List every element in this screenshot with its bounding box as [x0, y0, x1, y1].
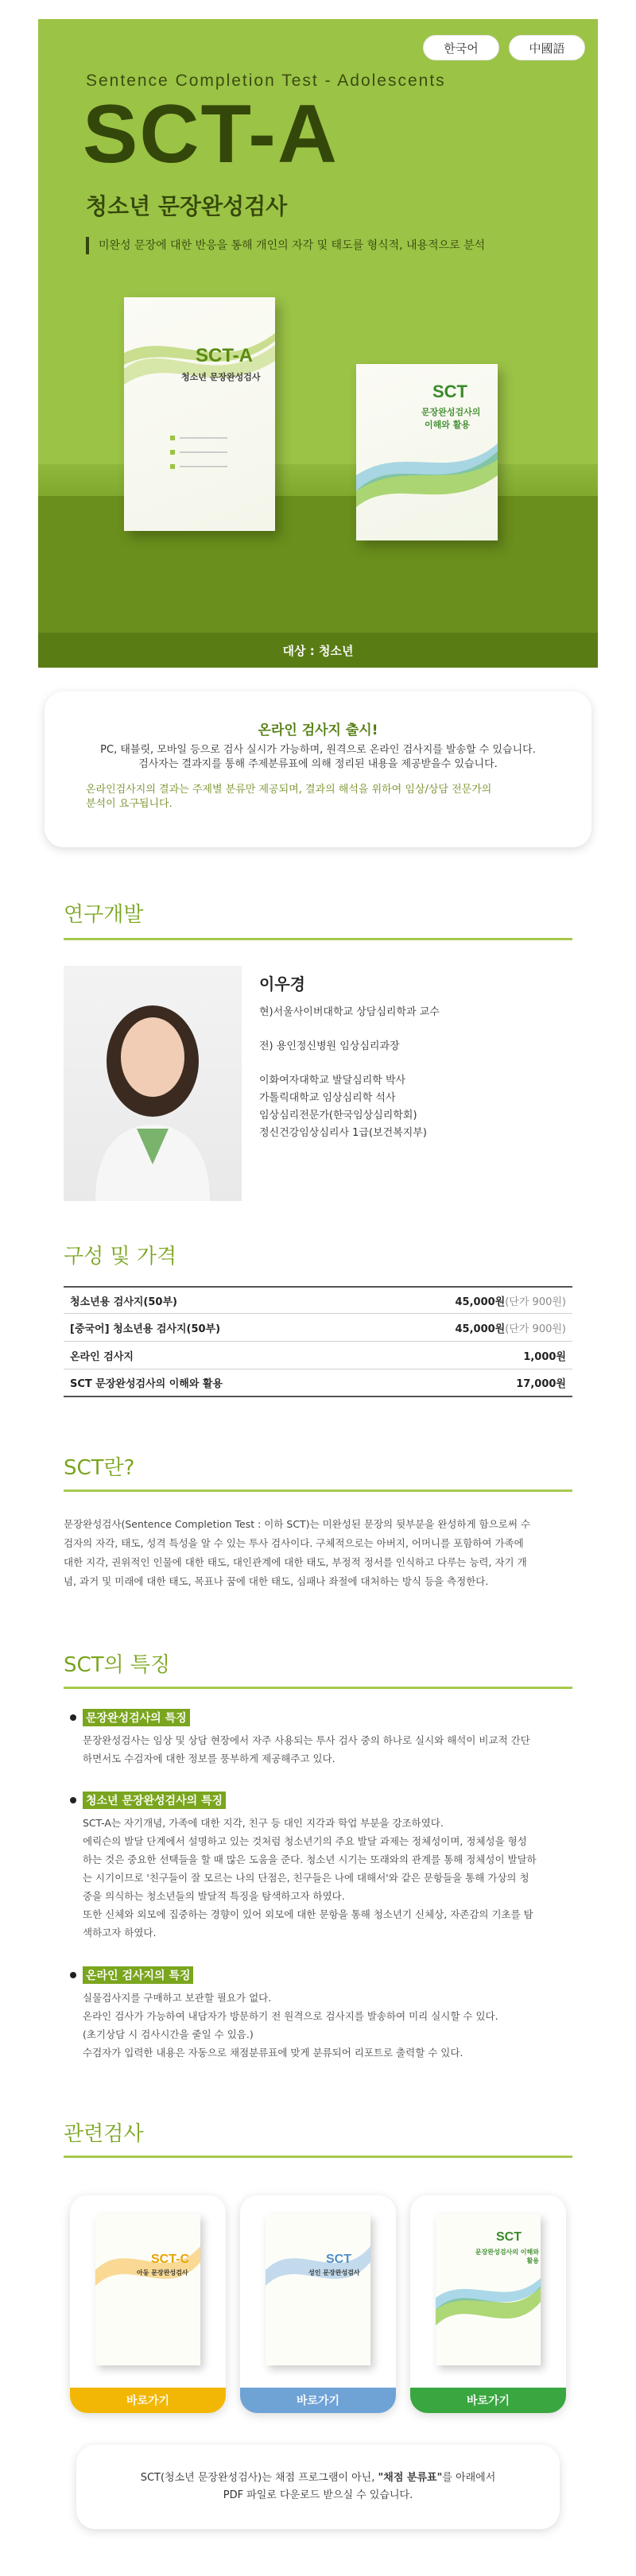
- sct-desc-line: 대한 지각, 권위적인 인물에 대한 태도, 대인관계에 대한 태도, 부정적 정서를 인식하고 다루는 능력, 자기 개: [64, 1556, 527, 1568]
- footnote-text: SCT(청소년 문장완성검사)는 채점 프로그램이 아닌,: [140, 2472, 378, 2484]
- bullet-icon: [70, 1972, 76, 1978]
- hero-title: SCT-A: [83, 88, 339, 180]
- notice-line-3: 온라인검사지의 결과는 주제별 분류만 제공되며, 결과의 해석을 위하여 임상/상담 전문가의: [86, 784, 492, 796]
- price-table: [64, 1286, 572, 1397]
- related-book-cover: [436, 2214, 541, 2365]
- researcher-photo: [64, 966, 242, 1201]
- price-value: 45,000원: [455, 1323, 506, 1335]
- related-go-button[interactable]: 바로가기: [70, 2388, 226, 2413]
- price-row: [64, 1314, 572, 1342]
- footnote-line-1: [141, 2469, 496, 2487]
- price-value: 17,000원: [516, 1378, 566, 1390]
- feature-line: 에릭슨의 발달 단계에서 설명하고 있는 것처럼 청소년기의 주요 발달 과제는 정체성이며, 정체성을 형성: [83, 1835, 527, 1847]
- notice-title: 온라인 검사지 출시!: [258, 722, 378, 738]
- price-value: 45,000원: [455, 1296, 506, 1308]
- section-divider: [64, 1687, 572, 1689]
- researcher-license-1: 임상심리전문가(한국임상심리학회): [259, 1110, 417, 1121]
- feature-label: 청소년 문장완성검사의 특징: [83, 1792, 226, 1809]
- feature-line: 또한 신체와 외모에 집중하는 경향이 있어 외모에 대한 문항을 통해 청소년기 신체상, 자존감의 기초를 탐: [83, 1908, 533, 1920]
- feature-body: [70, 1989, 572, 2062]
- section-title-research: 연구개발: [64, 903, 144, 927]
- product-book-sct-guide: [356, 364, 498, 540]
- related-book-cover: [266, 2214, 370, 2365]
- book2-title: SCT: [432, 382, 467, 401]
- book1-title: SCT-A: [196, 345, 253, 366]
- book2-wave-graphic: [356, 444, 498, 507]
- book2-line1: 문장완성검사의: [421, 407, 481, 417]
- related-book-subtitle: 문장완성검사의 이해와 활용: [475, 2249, 539, 2264]
- price-row: [64, 1342, 572, 1369]
- book-wave-graphic: [266, 2238, 370, 2294]
- feature-line: 온라인 검사가 가능하여 내담자가 방문하기 전 원격으로 검사지를 발송하여 미리 실시할 수 있다.: [83, 2010, 498, 2022]
- section-divider: [64, 1489, 572, 1492]
- related-card-sct-guide[interactable]: [410, 2195, 566, 2413]
- feature-label: 온라인 검사지의 특징: [83, 1966, 193, 1984]
- feature-line: 는 시기이므로 '친구들이 잘 모르는 나의 단점은, 친구들은 나에 대해서'와 같은 문항들을 통해 가상의 청: [83, 1872, 529, 1884]
- related-card-sct-adult[interactable]: [240, 2195, 396, 2413]
- related-book-subtitle: 아동 문장완성검사: [137, 2269, 188, 2276]
- researcher-license-2: 정신건강임상심리사 1급(보건복지부): [259, 1127, 427, 1139]
- related-book-title: SCT-C: [151, 2253, 189, 2266]
- price-row: [64, 1286, 572, 1314]
- footnote-emphasis: "채점 분류표": [378, 2472, 443, 2484]
- price-item-name: [중국어] 청소년용 검사지(50부): [70, 1323, 221, 1335]
- hero-title-korean: 청소년 문장완성검사: [86, 193, 288, 219]
- related-book-cover: [95, 2214, 200, 2365]
- online-notice-card: [45, 691, 591, 847]
- section-title-pricing: 구성 및 가격: [64, 1245, 177, 1269]
- target-audience-bar: 대상 : 청소년: [38, 633, 598, 668]
- feature-line: 실물검사지를 구매하고 보관할 필요가 없다.: [83, 1992, 272, 2004]
- price-row: [64, 1369, 572, 1397]
- related-go-button[interactable]: 바로가기: [410, 2388, 566, 2413]
- related-book-title: SCT: [326, 2253, 351, 2266]
- price-value: 1,000원: [523, 1350, 566, 1363]
- notice-line-4: 분석이 요구됩니다.: [86, 798, 173, 810]
- feature-line: 중을 의식하는 청소년들의 발달적 특징을 탐색하고자 하였다.: [83, 1890, 345, 1902]
- scoring-sheet-note: [76, 2445, 560, 2529]
- price-item-name: 청소년용 검사지(50부): [70, 1296, 177, 1308]
- related-go-button[interactable]: 바로가기: [240, 2388, 396, 2413]
- sct-desc-line: 념, 과거 및 미래에 대한 태도, 목표나 꿈에 대한 태도, 심패나 좌절에 대처하는 방식 등을 측정한다.: [64, 1575, 489, 1587]
- feature-item: [70, 1792, 572, 1942]
- feature-line: 문장완성검사는 임상 및 상담 현장에서 자주 사용되는 투사 검사 중의 하나로 실시와 해석이 비교적 간단: [83, 1734, 530, 1746]
- language-korean-button[interactable]: 한국어: [423, 35, 499, 60]
- book-wave-graphic: [436, 2278, 541, 2334]
- feature-label: 문장완성검사의 특징: [83, 1709, 190, 1726]
- feature-item: [70, 1966, 572, 2062]
- price-unit-note: (단가 900원): [505, 1323, 566, 1335]
- researcher-career-1: 현)서울사이버대학교 상담심리학과 교수: [259, 1006, 440, 1018]
- feature-line: 하면서도 수검자에 대한 정보를 풍부하게 제공해주고 있다.: [83, 1753, 335, 1764]
- related-book-title: SCT: [496, 2230, 522, 2244]
- section-divider: [64, 2156, 572, 2158]
- hero-banner: [38, 19, 598, 668]
- feature-line: 하는 것은 중요한 선택들을 할 때 많은 도움을 준다. 청소년 시기는 또래와의 관계를 통해 정체성이 발달하: [83, 1854, 537, 1865]
- section-divider: [64, 938, 572, 940]
- feature-line: 색하고자 하였다.: [83, 1927, 157, 1939]
- feature-line: SCT-A는 자기개념, 가족에 대한 지각, 친구 등 대인 지각과 학업 부분을 강조하였다.: [83, 1817, 444, 1829]
- book1-form-lines: [170, 432, 242, 488]
- bullet-icon: [70, 1714, 76, 1721]
- section-title-features: SCT의 특징: [64, 1653, 171, 1677]
- related-book-subtitle: 성인 문장완성검사: [308, 2269, 360, 2276]
- hero-subtitle: Sentence Completion Test - Adolescents: [86, 72, 446, 90]
- price-item-name: 온라인 검사지: [70, 1350, 134, 1363]
- section-title-sct: SCT란?: [64, 1456, 135, 1480]
- footnote-line-2: PDF 파일로 다운로드 받으실 수 있습니다.: [223, 2489, 413, 2501]
- notice-line-1: PC, 태블릿, 모바일 등으로 검사 실시가 가능하며, 원격으로 온라인 검사지를 발송할 수 있습니다.: [100, 744, 536, 756]
- book2-line2: 이해와 활용: [425, 420, 470, 430]
- book1-subtitle: 청소년 문장완성검사: [181, 372, 261, 382]
- sct-desc-line: 문장완성검사(Sentence Completion Test : 이하 SCT)는 미완성된 문장의 뒷부분을 완성하게 함으로써 수: [64, 1518, 530, 1530]
- bullet-icon: [70, 1797, 76, 1803]
- hero-description: 미완성 문장에 대한 반응을 통해 개인의 자각 및 태도를 형식적, 내용적으로 분석: [86, 237, 485, 254]
- feature-item: [70, 1709, 572, 1768]
- researcher-portrait: [64, 966, 242, 1201]
- researcher-edu-1: 이화여자대학교 발달심리학 박사: [259, 1075, 406, 1087]
- feature-body: [70, 1731, 572, 1768]
- feature-line: 수검자가 입력한 내용은 자동으로 채점분류표에 맞게 분류되어 리포트로 출력할 수 있다.: [83, 2047, 463, 2059]
- related-card-sct-c[interactable]: [70, 2195, 226, 2413]
- section-title-related: 관련검사: [64, 2122, 144, 2146]
- researcher-name: 이우경: [259, 974, 305, 994]
- price-unit-note: (단가 900원): [505, 1296, 566, 1308]
- notice-line-2: 검사자는 결과지를 통해 주제분류표에 의해 정리된 내용을 제공받을수 있습니다.: [138, 758, 498, 770]
- sct-description: [64, 1515, 572, 1591]
- feature-line: (초기상담 시 검사시간을 줄일 수 있음.): [83, 2028, 254, 2040]
- footnote-text: 를 아래에서: [442, 2472, 496, 2484]
- price-item-name: SCT 문장완성검사의 이해와 활용: [70, 1378, 223, 1390]
- researcher-edu-2: 가톨릭대학교 임상심리학 석사: [259, 1092, 396, 1104]
- researcher-career-2: 전) 용인정신병원 임상심리과장: [259, 1040, 400, 1052]
- language-chinese-button[interactable]: 中國語: [509, 35, 585, 60]
- sct-desc-line: 검자의 자각, 태도, 성격 특성을 알 수 있는 투사 검사이다. 구체적으로는 아버지, 어머니를 포함하여 가족에: [64, 1537, 524, 1549]
- product-book-sct-a: [124, 297, 275, 531]
- feature-body: [70, 1814, 572, 1942]
